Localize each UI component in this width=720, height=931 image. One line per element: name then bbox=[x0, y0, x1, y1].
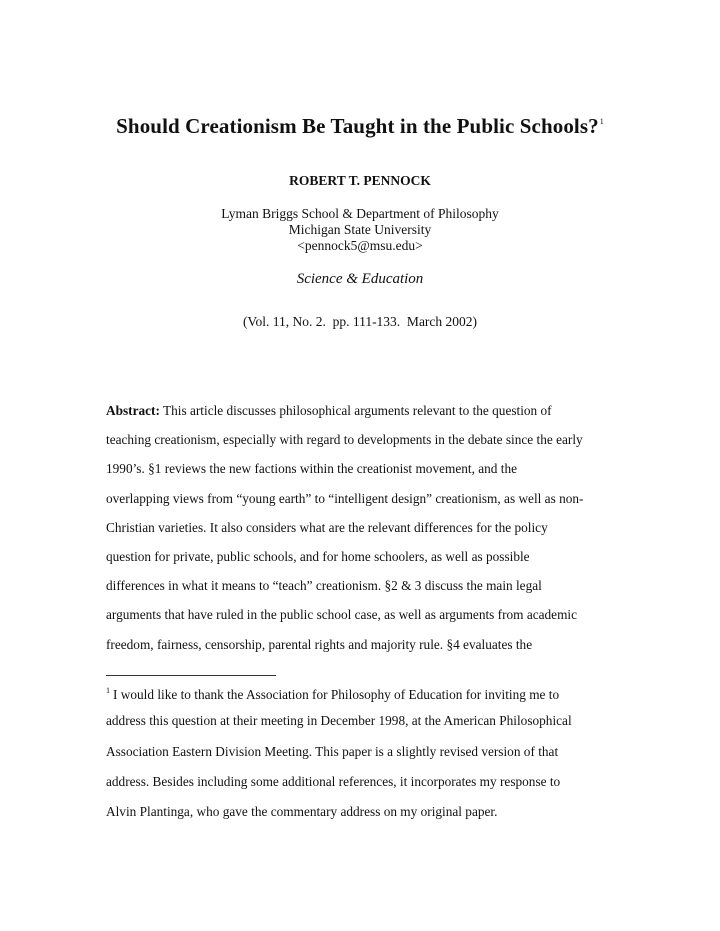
footnote bbox=[106, 683, 626, 834]
abstract-line: overlapping views from “young earth” to “intelligent design” creationism, as well as non- bbox=[106, 490, 584, 506]
abstract-line bbox=[106, 403, 626, 432]
footnote-line: address this question at their meeting in December 1998, at the American Philosophical bbox=[106, 713, 572, 729]
footnote-line: address. Besides including some additional references, it incorporates my response to bbox=[106, 773, 561, 789]
footnote-separator bbox=[106, 675, 276, 676]
footnote-text: I would like to thank the Association for Philosophy of Education for inviting me to bbox=[113, 687, 560, 702]
abstract-line: differences in what it means to “teach” creationism. §2 & 3 discuss the main legal bbox=[106, 578, 542, 594]
footnote-line: Alvin Plantinga, who gave the commentary address on my original paper. bbox=[106, 804, 498, 820]
abstract-line: teaching creationism, especially with regard to developments in the debate since the early bbox=[106, 432, 583, 448]
footnote-line: Association Eastern Division Meeting. This paper is a slightly revised version of that bbox=[106, 743, 559, 759]
abstract-label: Abstract: bbox=[106, 403, 160, 418]
abstract-line: question for private, public schools, and for home schoolers, as well as possible bbox=[106, 548, 530, 564]
abstract-line: 1990’s. §1 reviews the new factions within the creationist movement, and the bbox=[106, 461, 517, 477]
paper-title bbox=[0, 114, 720, 139]
journal-name: Science & Education bbox=[296, 271, 424, 287]
volume-info: (Vol. 11, No. 2. pp. 111-133. March 2002) bbox=[242, 314, 478, 329]
author-affiliation bbox=[0, 206, 720, 254]
abstract-line: Christian varieties. It also considers what are the relevant differences for the policy bbox=[106, 519, 548, 535]
footnote-line bbox=[106, 683, 626, 713]
affiliation-university: Michigan State University bbox=[288, 222, 432, 237]
abstract-line: freedom, fairness, censorship, parental rights and majority rule. §4 evaluates the bbox=[106, 636, 533, 652]
footnote-marker: 1 bbox=[106, 686, 110, 695]
author-email: <pennock5@msu.edu> bbox=[297, 238, 423, 253]
affiliation-department: Lyman Briggs School & Department of Philosophy bbox=[221, 206, 499, 221]
abstract bbox=[106, 403, 626, 666]
author-name: ROBERT T. PENNOCK bbox=[289, 173, 431, 188]
abstract-text: This article discusses philosophical arguments relevant to the question of bbox=[159, 403, 552, 418]
title-footnote-marker[interactable]: 1 bbox=[599, 117, 604, 126]
abstract-line: arguments that have ruled in the public school case, as well as arguments from academic bbox=[106, 607, 578, 623]
title-text: Should Creationism Be Taught in the Public Schools? bbox=[116, 114, 599, 138]
